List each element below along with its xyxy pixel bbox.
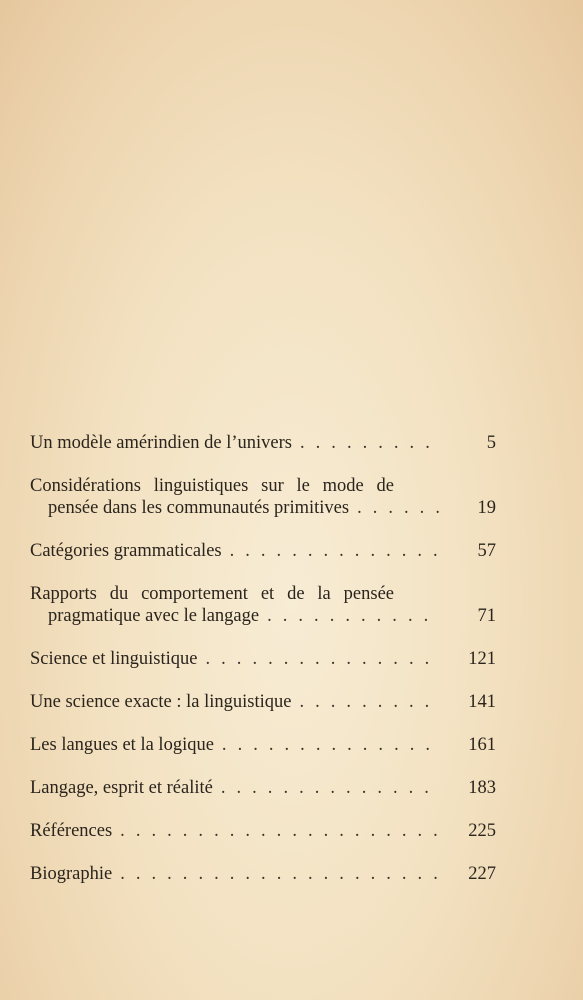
- toc-entry-title: Biographie: [30, 864, 113, 884]
- toc-entry-title: Références: [30, 821, 113, 841]
- toc-entry-page: 225: [468, 821, 496, 841]
- toc-entry-page: 161: [468, 735, 496, 755]
- toc-entry-title: Langage, esprit et réalité: [30, 778, 213, 798]
- toc-entry-page: 19: [477, 498, 496, 518]
- toc-entry: [30, 691, 496, 713]
- toc-entry: [30, 540, 496, 562]
- toc-entry-page: 227: [468, 864, 496, 884]
- toc-entry-page: 183: [468, 778, 496, 798]
- toc-entry: [30, 583, 496, 627]
- toc-entry-page: 5: [486, 433, 496, 453]
- toc-entry: [30, 734, 496, 756]
- toc-entry: [30, 863, 496, 885]
- table-of-contents: [30, 432, 496, 906]
- toc-entry-title: Catégories grammaticales: [30, 541, 222, 561]
- dot-leader: [357, 497, 440, 519]
- toc-entry-title-line1: Considérations linguistiques sur le mode de: [30, 476, 394, 496]
- toc-entry-page: 71: [477, 606, 496, 626]
- toc-entry: [30, 475, 496, 519]
- toc-entry-page: 141: [468, 692, 496, 712]
- toc-entry: [30, 820, 496, 842]
- toc-entry-title: Les langues et la logique: [30, 735, 214, 755]
- dot-leader: [221, 777, 440, 799]
- dot-leader: [299, 691, 440, 713]
- toc-entry: [30, 648, 496, 670]
- toc-entry-page: 57: [477, 541, 496, 561]
- dot-leader: [230, 540, 440, 562]
- toc-entry-title-line2: pensée dans les communautés primitives: [48, 498, 350, 518]
- toc-entry: [30, 432, 496, 454]
- toc-entry-title: Une science exacte : la linguistique: [30, 692, 292, 712]
- dot-leader: [300, 432, 440, 454]
- toc-entry-title: Science et linguistique: [30, 649, 198, 669]
- toc-entry-page: 121: [468, 649, 496, 669]
- toc-entry: [30, 777, 496, 799]
- dot-leader: [267, 605, 440, 627]
- toc-entry-title: Un modèle amérindien de l’univers: [30, 433, 292, 453]
- dot-leader: [120, 820, 440, 842]
- dot-leader: [222, 734, 440, 756]
- toc-entry-title-line2: pragmatique avec le langage: [48, 606, 260, 626]
- dot-leader: [120, 863, 440, 885]
- toc-entry-title-line1: Rapports du comportement et de la pensée: [30, 584, 394, 604]
- dot-leader: [206, 648, 441, 670]
